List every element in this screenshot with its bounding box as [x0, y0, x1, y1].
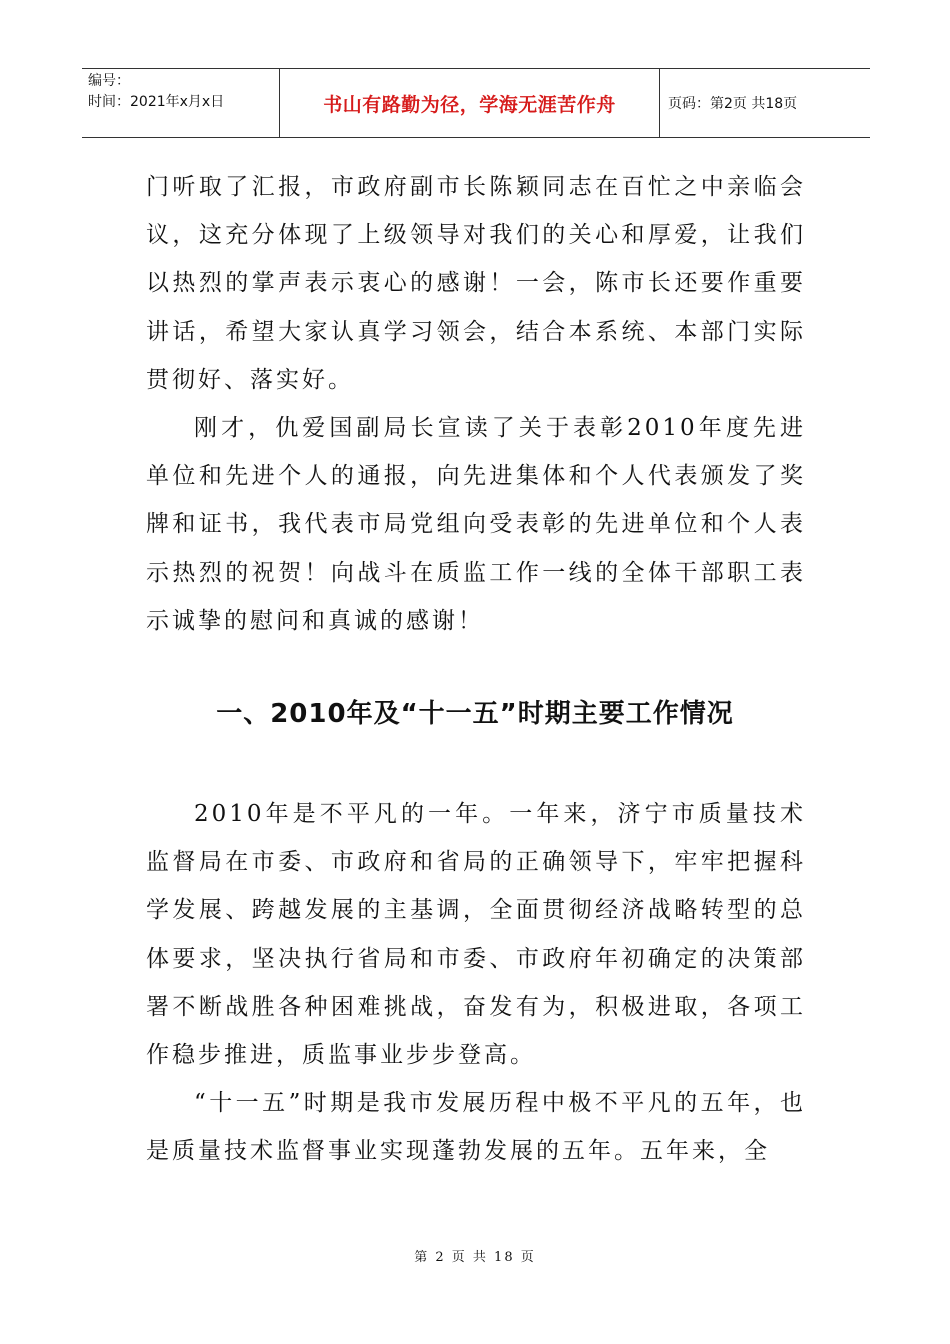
page-footer: 第 2 页 共 18 页: [414, 1250, 536, 1265]
body-section-1: [146, 163, 806, 645]
paragraph-2: 刚才，仇爱国副局长宣读了关于表彰2010年度先进单位和先进个人的通报，向先进集体和个人代表颁发了奖牌和证书，我代表市局党组向受表彰的先进单位和个人表示热烈的祝贺！向战斗在质监工作一线的全体干部职工表示诚挚的慰问和真诚的感谢！: [146, 415, 806, 634]
time-label: 时间：2021年x月x日: [88, 94, 225, 110]
paragraph-3: 2010年是不平凡的一年。一年来，济宁市质量技术监督局在市委、市政府和省局的正确领导下，牢牢把握科学发展、跨越发展的主基调，全面贯彻经济战略转型的总体要求，坚决执行省局和市委、市政府年初确定的决策部署不断战胜各种困难挑战，奋发有为，积极进取，各项工作稳步推进，质监事业步步登高。: [146, 801, 806, 1069]
paragraph-4: “十一五”时期是我市发展历程中极不平凡的五年，也是质量技术监督事业实现蓬勃发展的五年。五年来，全: [146, 1090, 806, 1165]
header-motto: 书山有路勤为径，学海无涯苦作舟: [280, 69, 660, 137]
section-heading: 一、2010年及“十一五”时期主要工作情况: [216, 699, 734, 729]
paragraph-1: 门听取了汇报，市政府副市长陈颖同志在百忙之中亲临会议，这充分体现了上级领导对我们的关心和厚爱，让我们以热烈的掌声表示衷心的感谢！一会，陈市长还要作重要讲话，希望大家认真学习领会，结合本系统、本部门实际贯彻好、落实好。: [146, 174, 806, 393]
number-label: 编号：: [88, 73, 130, 89]
header-page-info: 页码：第2页 共18页: [668, 96, 798, 112]
document-header: [82, 68, 870, 138]
header-meta-cell: [82, 69, 280, 137]
body-section-2: [146, 790, 806, 1176]
